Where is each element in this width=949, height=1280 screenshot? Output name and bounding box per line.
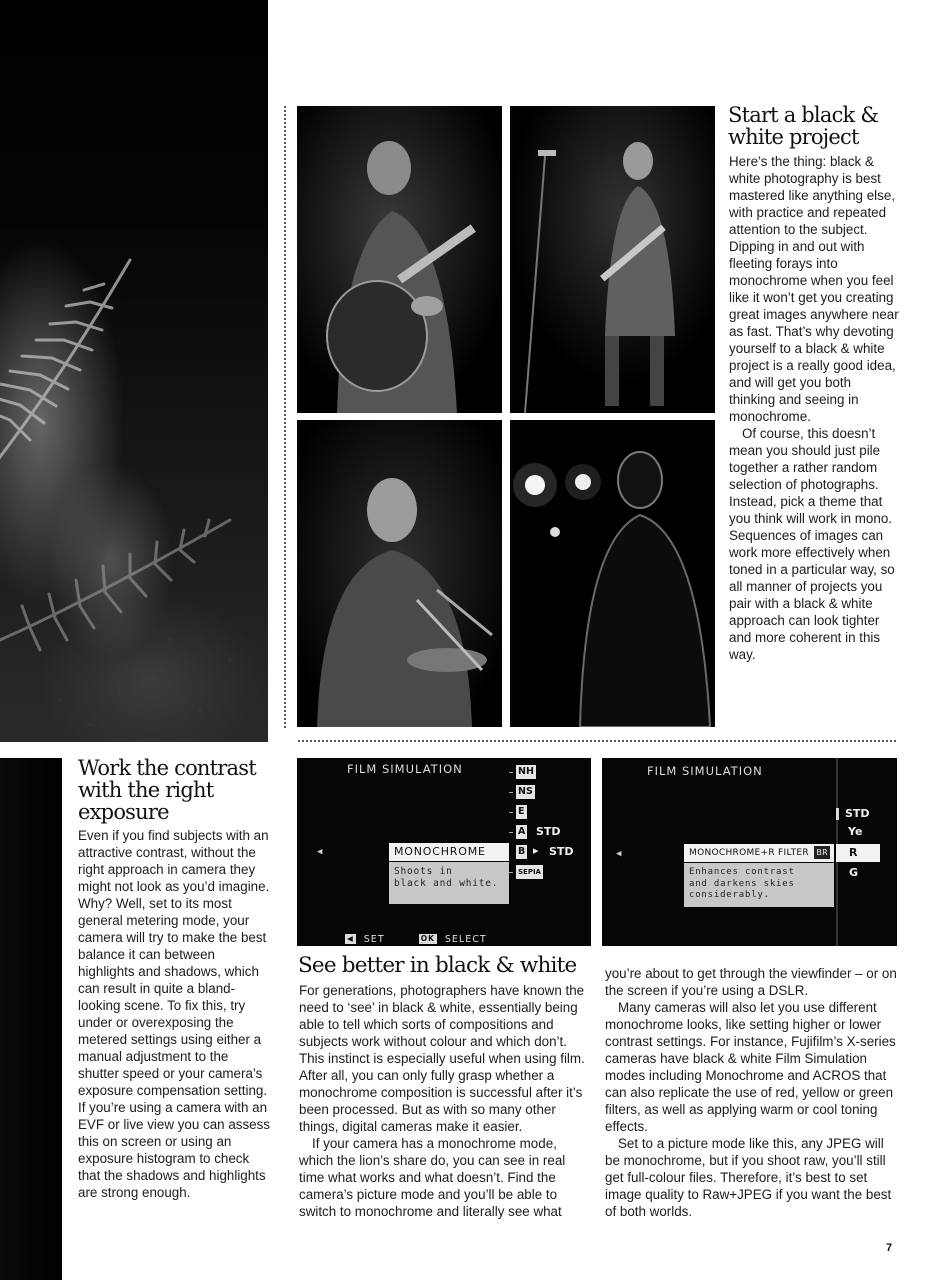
film-a-label: STD (536, 825, 561, 838)
contrast-heading (78, 757, 278, 823)
left-arrow-icon: ◀ (317, 847, 323, 857)
screen-bottom-bar (345, 934, 487, 945)
select-label: SELECT (444, 934, 487, 945)
project-heading (728, 104, 928, 148)
set-label: SET (363, 934, 385, 945)
film-icon-e: E (518, 806, 525, 817)
guitarist-photo-1 (297, 106, 502, 413)
project-body (729, 153, 899, 663)
film-icon-nh: NH (518, 766, 534, 777)
see-body-left (299, 982, 591, 1220)
see-heading: See better in black & white (298, 953, 577, 978)
see-left-paragraph-1: For generations, photographers have known the need to ‘see’ in black & white, essentially being able to tell which sorts of compositions and subjects work without colour and which don’t. This instinct is especially useful when using film. After all, you can only fully grasp whether a monochrome composition is successful after it’s been processed. But as with so many other things, digital cameras make it easier. (299, 983, 585, 1134)
project-heading-line2: white project (728, 125, 859, 149)
fern-photo (0, 0, 268, 742)
selector-arrow-icon: ▸ (533, 844, 539, 857)
selected-mode (684, 844, 834, 862)
project-paragraph-2: Of course, this doesn’t mean you should just pile together a rather random selection of photographs. Instead, pick a theme that you think will work in mono. Sequences of images can work more effectively when toned in a particular way, so all manner of projects you pair with a black & white approach can look tighter and more coherent in this way. (729, 426, 895, 662)
project-heading-line1: Start a black & (728, 103, 879, 127)
film-icon-ns: NS (518, 786, 533, 797)
project-paragraph-1: Here’s the thing: black & white photography is best mastered like anything else, with practice and repeated attention to the subject. Dipping in and out with fleeting forays into monochrome when you feel like it won’t get you creating great images anywhere near as fast. That’s why devoting yourself to a black & white project is a really good idea, and will get you both thinking and seeing in monochrome. (729, 154, 899, 424)
selected-mode: MONOCHROME (389, 843, 509, 861)
film-icon-sepia: SEPIA (516, 865, 543, 879)
mode-description-line1: Enhances contrast (689, 867, 795, 877)
page-number: 7 (886, 1242, 893, 1254)
contrast-heading-line1: Work the contrast (78, 756, 256, 780)
dark-photo-edge (0, 758, 62, 1280)
vertical-dotted-divider (284, 106, 286, 728)
contrast-heading-line3: exposure (78, 800, 169, 824)
screen-title: FILM SIMULATION (647, 764, 763, 778)
silhouette-photo (510, 420, 715, 727)
filter-option-ye: Ye (848, 825, 863, 838)
mode-description-line1: Shoots in (394, 866, 453, 877)
filter-option-r: R (849, 846, 858, 859)
ok-key-icon: OK (420, 934, 435, 943)
contrast-paragraph: Even if you find subjects with an attractive contrast, without the right approach in camera they might not look as you’d imagine. Why? Well, set to its most general metering mode, your camera will try to make the best balance it can between highlights and shadows, which can result in quite a bland-looking scene. To fix this, try under or overexposing the metered settings using either a manual adjustment to the shutter speed or your camera’s exposure compensation setting. If you’re using a camera with an EVF or live view you can assess this on screen or using an exposure histogram to check that the shadows and highlights are strong enough. (78, 828, 271, 1200)
contrast-body (78, 827, 273, 1201)
contrast-heading-line2: with the right (78, 778, 214, 802)
see-right-paragraph-2: Many cameras will also let you use different monochrome looks, like setting higher or lower contrast settings. For instance, Fujifilm’s X-series cameras have black & white Film Simulation modes including Monochrome and ACROS that can also replicate the use of red, yellow or green filters, as well as applying warm or cool toning effects. (605, 1000, 896, 1134)
guitarist-photo-2 (510, 106, 715, 413)
film-icon-br: BR (816, 848, 828, 857)
mode-description (684, 863, 834, 907)
left-arrow-icon: ◀ (616, 849, 622, 859)
film-b-label: STD (549, 845, 574, 858)
screen-title: FILM SIMULATION (347, 762, 463, 776)
mode-description-line2: black and white. (394, 878, 499, 889)
see-right-paragraph-1: you’re about to get through the viewfinder – or on the screen if you’re using a DSLR. (605, 966, 897, 998)
see-left-paragraph-2: If your camera has a monochrome mode, which the lion’s share do, you can see in real time what works and what doesn’t. Find the camera’s picture mode and you’ll be able to switch to monochrome and literally see what (299, 1136, 566, 1219)
filter-option-std: STD (845, 807, 870, 820)
film-icon-b: B (518, 846, 526, 857)
fern-fronds (0, 0, 268, 742)
film-icon-a: A (518, 826, 526, 837)
drummer-photo (297, 420, 502, 727)
selected-mode-label: MONOCHROME+R FILTER (689, 848, 809, 858)
see-body-right (605, 965, 897, 1220)
camera-screen-monochrome (297, 758, 591, 946)
mode-description-line2: and darkens skies (689, 878, 795, 889)
back-key-icon: ◀ (347, 934, 354, 943)
mode-description (389, 862, 509, 904)
mode-description-line3: considerably. (689, 890, 770, 900)
horizontal-dotted-divider (298, 740, 896, 742)
see-right-paragraph-3: Set to a picture mode like this, any JPEG will be monochrome, but if you shoot raw, you’ll still get full-colour files. Therefore, it’s best to set image quality to Raw+JPEG if you want the best of both worlds. (605, 1136, 892, 1219)
camera-screen-rfilter (602, 758, 897, 946)
filter-option-g: G (849, 866, 859, 879)
